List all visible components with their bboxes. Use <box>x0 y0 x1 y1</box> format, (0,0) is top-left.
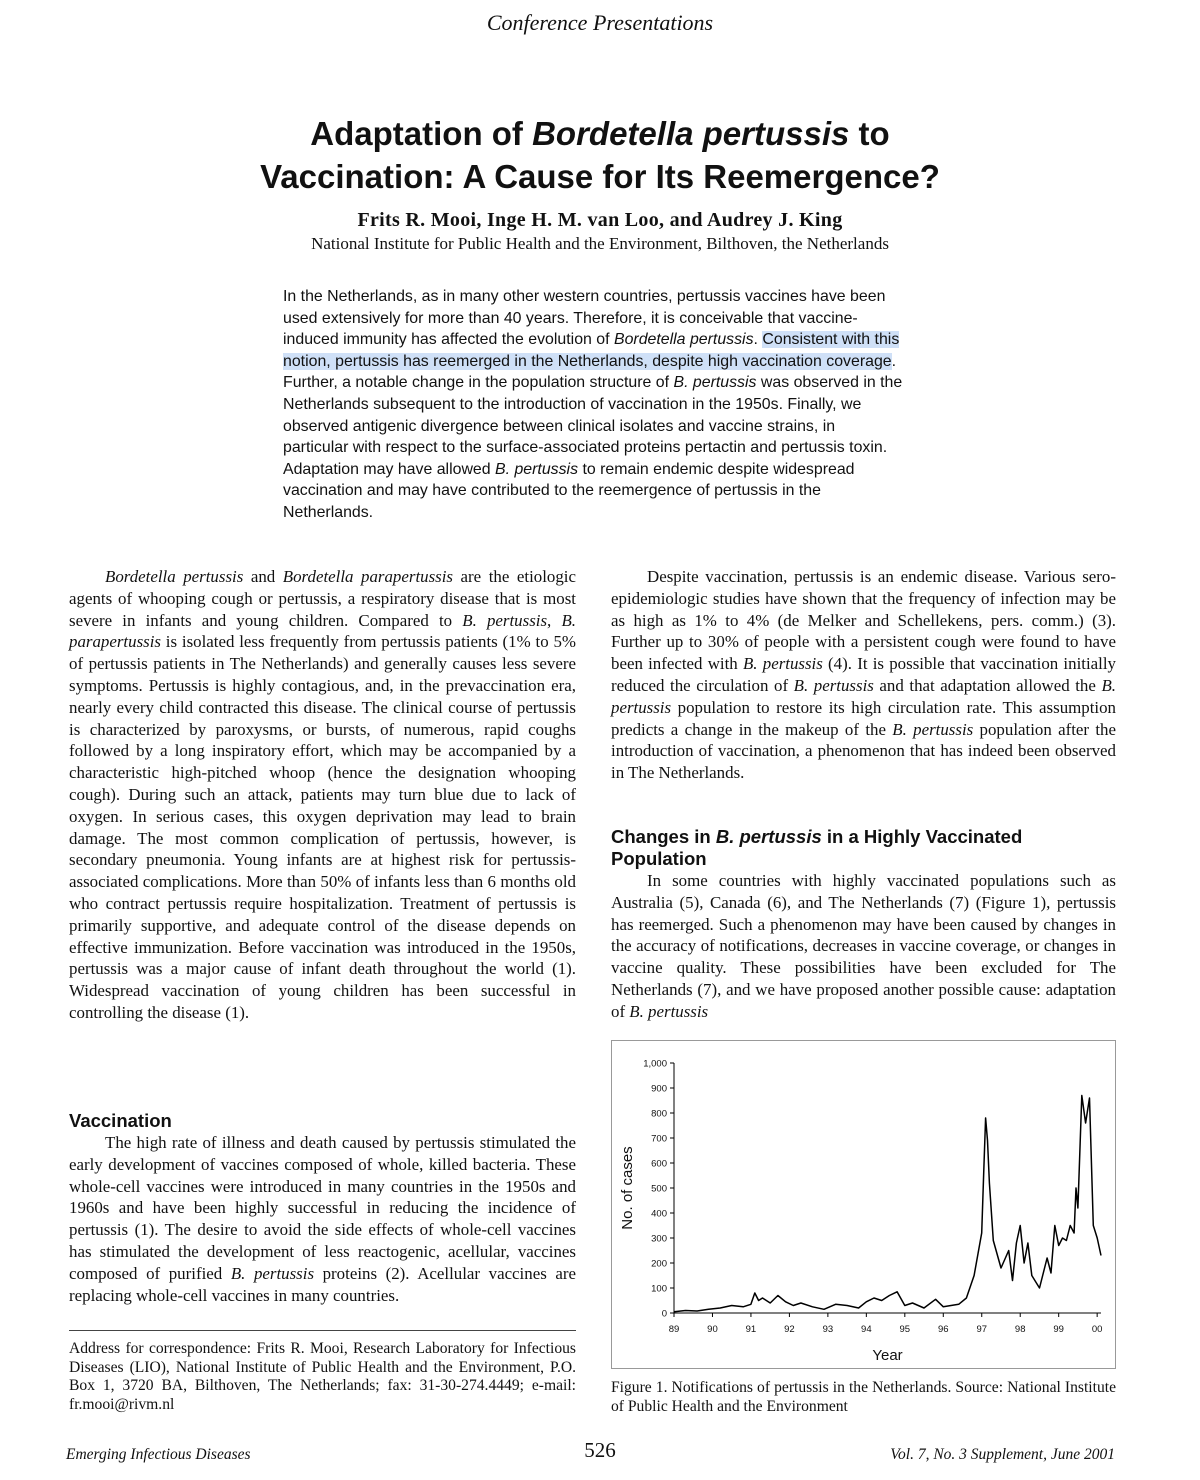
y-tick-label: 400 <box>651 1208 667 1220</box>
y-axis-label: No. of cases <box>619 1146 636 1230</box>
x-tick-label: 98 <box>1014 1324 1026 1335</box>
y-tick-label: 900 <box>651 1083 667 1095</box>
notifications-line <box>674 1096 1101 1312</box>
x-tick-label: 97 <box>976 1324 988 1335</box>
x-tick-label: 00 <box>1091 1324 1103 1335</box>
article-title: Adaptation of Bordetella pertussis to Vaccination: A Cause for Its Reemergence? <box>260 115 940 195</box>
y-tick-label: 700 <box>651 1133 667 1145</box>
figure-caption: Figure 1. Notifications of pertussis in the Netherlands. Source: National Institute of Public Health and the Environment <box>611 1379 1116 1415</box>
body-paragraph-changes: In some countries with highly vaccinated populations such as Australia (5), Canada (6), and The Netherlands (7) (Figure 1), pertussis has reemerged. Such a phenomenon may have been caused by changes in the accuracy of notifications, decreases in vaccine coverage, or changes in vaccine quality. These possibilities have been excluded for The Netherlands (7), and we have proposed another possible cause: adaptation of B. pertussis <box>611 871 1116 1021</box>
x-tick-label: 94 <box>861 1324 872 1335</box>
page-number: 526 <box>584 1438 616 1462</box>
y-tick-label: 100 <box>651 1283 667 1295</box>
x-tick-label: 99 <box>1053 1324 1064 1335</box>
authors: Frits R. Mooi, Inge H. M. van Loo, and Audrey J. King <box>357 209 843 231</box>
y-tick-label: 200 <box>651 1258 667 1270</box>
affiliation: National Institute for Public Health and the Environment, Bilthoven, the Netherlands <box>311 234 889 253</box>
y-tick-label: 300 <box>651 1233 667 1245</box>
y-tick-label: 800 <box>651 1108 667 1120</box>
figure-1-chart <box>611 1040 1116 1369</box>
journal-name: Emerging Infectious Diseases <box>66 1446 251 1463</box>
section-heading-vaccination: Vaccination <box>69 1110 172 1131</box>
body-paragraph-vaccination: The high rate of illness and death caused by pertussis stimulated the early development of vaccines composed of whole, killed bacteria. These whole-cell vaccines were introduced in many countries in the 1950s and 1960s and have been highly successful in reducing the incidence of pertussis (1). The desire to avoid the side effects of whole-cell vaccines has stimulated the development of less reactogenic, acellular, vaccines composed of purified B. pertussis proteins (2). Acellular vaccines are replacing whole-cell vaccines in many countries. <box>69 1133 576 1305</box>
body-paragraph-endemic: Despite vaccination, pertussis is an endemic disease. Various sero-epidemiologic studies have shown that the frequency of infection may be as high as 1% to 4% (de Melker and Schellekens, pers. comm.) (3). Further up to 30% of people with a persistent cough were found to have been infected with B. pertussis (4). It is possible that vaccination initially reduced the circulation of B. pertussis and that adaptation allowed the B. pertussis population to restore its high circulation rate. This assumption predicts a change in the makeup of the B. pertussis population after the introduction of vaccination, a phenomenon that has indeed been observed in The Netherlands. <box>611 567 1116 783</box>
volume-info: Vol. 7, No. 3 Supplement, June 2001 <box>890 1446 1115 1463</box>
pertussis-notifications-chart <box>612 1041 1115 1368</box>
x-tick-label: 90 <box>707 1324 718 1335</box>
selected-text-highlight[interactable]: Consistent with this notion, pertussis has reemerged in the Netherlands, despite high vaccination coverage <box>283 331 900 370</box>
x-axis-label: Year <box>872 1347 903 1364</box>
x-tick-label: 95 <box>899 1324 911 1335</box>
abstract[interactable]: In the Netherlands, as in many other western countries, pertussis vaccines have been used extensively for more than 40 years. Therefore, it is conceivable that vaccine-induced immunity has affected the evolution of Bordetella pertussis. Consistent with this notion, pertussis has reemerged in the Netherlands, despite high vaccination coverage. Further, a notable change in the population structure of B. pertussis was observed in the Netherlands subsequent to the introduction of vaccination in the 1950s. Finally, we observed antigenic divergence between clinical isolates and vaccine strains, in particular with respect to the surface-associated proteins pertactin and pertussis toxin. Adaptation may have allowed B. pertussis to remain endemic despite widespread vaccination and may have contributed to the reemergence of pertussis in the Netherlands. <box>283 288 903 521</box>
correspondence-address: Address for correspondence: Frits R. Mooi, Research Laboratory for Infectious Diseases (LIO), National Institute of Public Health and the Environment, P.O. Box 1, 3720 BA, Bilthoven, The Netherlands; fax: 31-30-274.4449; e-mail: fr.mooi@rivm.nl <box>69 1340 576 1413</box>
body-paragraph-intro: Bordetella pertussis and Bordetella parapertussis are the etiologic agents of whooping cough or pertussis, a respiratory disease that is most severe in infants and young children. Compared to B. pertussis, B. parapertussis is isolated less frequently from pertussis patients (1% to 5% of pertussis patients in The Netherlands) and generally causes less severe symptoms. Pertussis is highly contagious, and, in the prevaccination era, nearly every child contracted this disease. The clinical course of pertussis is characterized by paroxysms, or bursts, of numerous, rapid coughs followed by a long inspiratory effort, which may be accompanied by a characteristic high-pitched whoop (hence the designation whooping cough). During such an attack, patients may turn blue due to lack of oxygen. In serious cases, this oxygen deprivation may lead to brain damage. The most common complication of pertussis, however, is secondary pneumonia. Young infants are at highest risk for pertussis-associated complications. More than 50% of infants less than 6 months old who contract pertussis require hospitalization. Treatment of pertussis is primarily supportive, and adequate control of the disease depends on effective immunization. Before vaccination was introduced in the 1950s, pertussis was a major cause of infant death throughout the world (1). Widespread vaccination of young children has been successful in controlling the disease (1). <box>69 567 576 1022</box>
y-tick-label: 500 <box>651 1183 667 1195</box>
y-tick-label: 1,000 <box>643 1058 667 1070</box>
y-tick-label: 600 <box>651 1158 667 1170</box>
footnote-divider <box>69 1330 576 1331</box>
y-tick-label: 0 <box>661 1308 667 1320</box>
x-tick-label: 89 <box>668 1324 680 1335</box>
x-tick-label: 93 <box>822 1324 834 1335</box>
x-tick-label: 92 <box>784 1324 795 1335</box>
x-tick-label: 96 <box>937 1324 949 1335</box>
x-tick-label: 91 <box>745 1324 757 1335</box>
section-heading-changes: Changes in B. pertussis in a Highly Vaccinated Population <box>611 826 1023 869</box>
running-header: Conference Presentations <box>486 10 714 35</box>
